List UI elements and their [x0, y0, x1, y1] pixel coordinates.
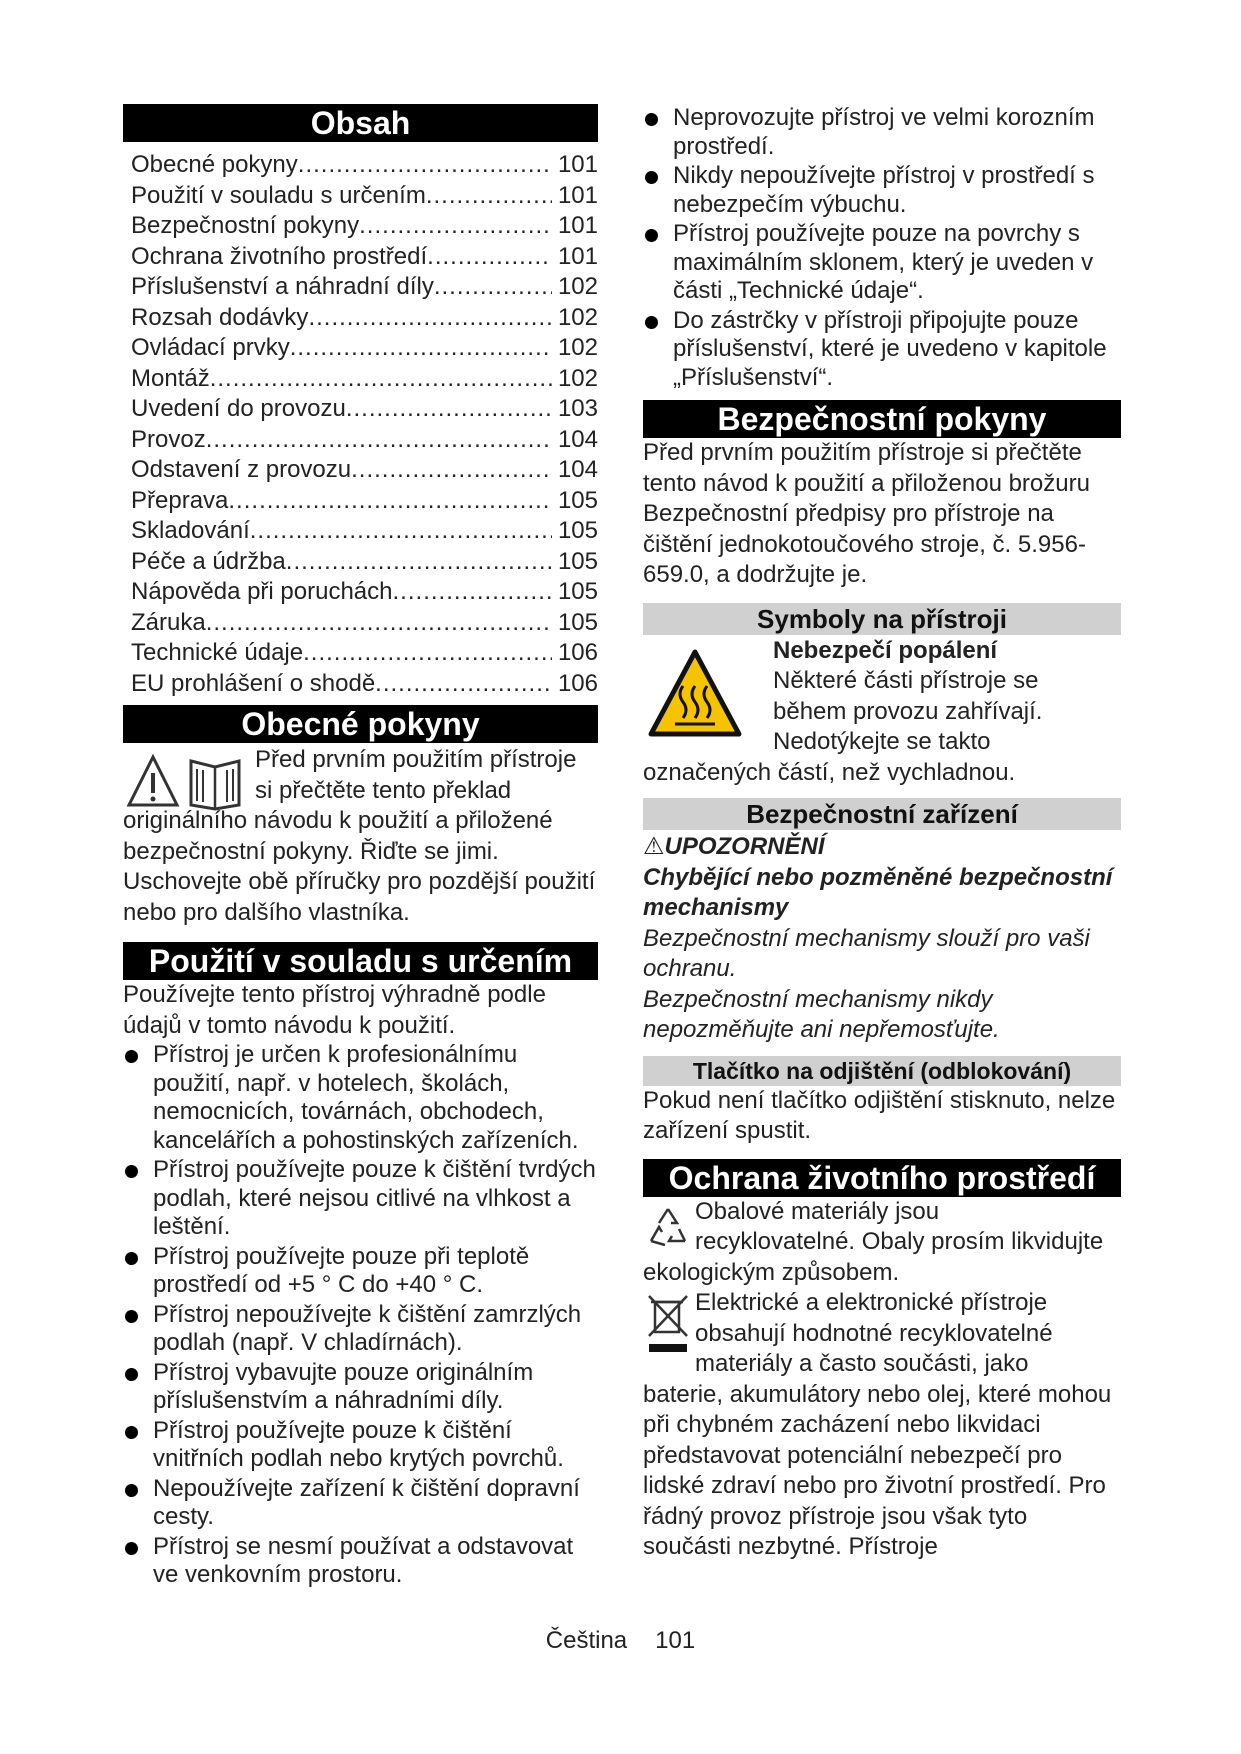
toc-entry [131, 577, 598, 608]
toc-title: Obsah [123, 104, 598, 142]
burn-heading: Nebezpečí popálení [773, 636, 998, 664]
toc-entry [131, 242, 598, 273]
elec-line3: materiály a často součásti, jako [695, 1350, 1029, 1377]
toc-leader [228, 486, 552, 517]
toc-entry-page: 102 [557, 364, 598, 392]
toc-entry-label: Přeprava [131, 486, 229, 514]
bullet-item: Přístroj používejte pouze při teplotě prostředí od +5 ° C do +40 ° C. [123, 1243, 598, 1300]
toc-leader [250, 516, 552, 547]
general-line2: si přečtěte tento překlad [255, 776, 512, 804]
toc-entry [131, 181, 598, 212]
safety-text: Před prvním použitím přístroje si přečtěte tento návod k použití a přiloženou brožuru Bezpečnostní předpisy pro přístroje na čištění jednokotoučového stroje, č. 5.956-659.0, a dodržujte je. [643, 439, 1090, 588]
toc-entry-label: Provoz [131, 425, 206, 453]
intended-bullets [123, 1041, 598, 1590]
devices-bold: Chybějící nebo pozměněné bezpečnostní mechanismy [643, 863, 1113, 921]
unlock-title: Tlačítko na odjištění (odblokování) [643, 1056, 1121, 1086]
toc-entry-label: Bezpečnostní pokyny [131, 212, 360, 239]
toc-entry [131, 669, 598, 700]
toc-entry [131, 303, 598, 334]
safety-title: Bezpečnostní pokyny [643, 400, 1121, 438]
toc-entry-page: 102 [557, 303, 598, 331]
toc-entry-label: Rozsah dodávky [131, 303, 309, 331]
burn-line3: Nedotýkejte se takto [773, 728, 991, 755]
general-title: Obecné pokyny [123, 705, 598, 743]
toc-entry [131, 608, 598, 639]
bullet-item: Neprovozujte přístroj ve velmi korozním prostředí. [643, 104, 1121, 161]
toc-entry [131, 455, 598, 486]
toc-entry-page: 102 [557, 334, 598, 361]
general-line1: Před prvním použitím přístroje [255, 746, 577, 773]
bullet-item: Přístroj používejte pouze na povrchy s maximálním sklonem, který je uveden v části „Technické údaje“. [643, 220, 1121, 306]
devices-p2: Bezpečnostní mechanismy nikdy nepozměňujte ani nepřemosťujte. [643, 985, 1000, 1043]
intended-title: Použití v souladu s určením [123, 942, 598, 980]
toc-entry [131, 150, 598, 181]
intended-intro: Používejte tento přístroj výhradně podle údajů v tomto návodu k použití. [123, 981, 546, 1039]
bullet-item: Nepoužívejte zařízení k čištění dopravní cesty. [123, 1475, 598, 1532]
toc-entry-label: Ovládací prvky [131, 334, 290, 361]
toc-entry [131, 638, 598, 669]
intended-bullets-continued [643, 104, 1121, 392]
symbols-title: Symboly na přístroji [643, 603, 1121, 635]
bullet-item: Přístroj používejte pouze k čištění tvrdých podlah, které nejsou citlivé na vlhkost a leštění. [123, 1156, 598, 1242]
toc-entry-page: 101 [557, 242, 598, 270]
burn-line1: Některé části přístroje se [773, 667, 1039, 694]
toc-entry-label: Příslušenství a náhradní díly [131, 273, 434, 300]
toc-leader [359, 211, 552, 242]
warning-triangle-icon: ⚠ [643, 833, 665, 860]
toc-leader [290, 333, 552, 364]
footer-page-number: 101 [655, 1627, 696, 1654]
pack-line2: recyklovatelné. Obaly prosím likvidujte [695, 1228, 1104, 1255]
toc-entry [131, 272, 598, 303]
burn-line2: během provozu zahřívají. [773, 697, 1043, 725]
toc-entry [131, 394, 598, 425]
toc-entry [131, 333, 598, 364]
toc-entry-label: Montáž [131, 364, 210, 392]
toc-entry-label: Skladování [131, 517, 250, 544]
toc-entry-page: 102 [557, 273, 598, 300]
toc-entry-page: 104 [557, 425, 598, 453]
bullet-item: Přístroj používejte pouze k čištění vnitřních podlah nebo krytých povrchů. [123, 1417, 598, 1474]
toc-entry-label: Použití v souladu s určením [131, 181, 426, 209]
toc-entry-label: Ochrana životního prostředí [131, 242, 428, 270]
bullet-item: Přístroj se nesmí používat a odstavovat ve venkovním prostoru. [123, 1533, 598, 1590]
toc-leader [351, 455, 552, 486]
toc-entry-label: Nápověda při poruchách [131, 578, 393, 605]
elec-line1: Elektrické a elektronické přístroje [695, 1289, 1048, 1316]
electronics-note [643, 1288, 1121, 1563]
packaging-note [643, 1197, 1121, 1289]
toc-entry [131, 364, 598, 395]
bullet-item: Nikdy nepoužívejte přístroj v prostředí s nebezpečím výbuchu. [643, 162, 1121, 219]
burn-text: označených částí, než vychladnou. [643, 758, 1016, 786]
toc-entry-page: 106 [557, 669, 598, 697]
toc-leader [426, 181, 552, 212]
bullet-item: Do zástrčky v přístroji připojujte pouze příslušenství, které je uvedeno v kapitole „Příslušenství“. [643, 307, 1121, 393]
toc-entry-page: 105 [557, 608, 598, 636]
toc-leader [206, 425, 552, 456]
right-column [643, 104, 1121, 1563]
devices-p1: Bezpečnostní mechanismy slouží pro vaši ochranu. [643, 924, 1090, 982]
toc-leader [427, 242, 552, 273]
toc-entry-label: Obecné pokyny [131, 151, 298, 178]
toc-entry-page: 105 [557, 578, 598, 605]
toc-entry [131, 211, 598, 242]
environment-title: Ochrana životního prostředí [643, 1159, 1121, 1197]
toc-entry-label: Záruka [131, 608, 206, 636]
pack-text: ekologickým způsobem. [643, 1258, 900, 1286]
toc-entry [131, 486, 598, 517]
toc-list [131, 150, 598, 699]
recycling-icon [645, 1205, 691, 1251]
toc-leader [298, 150, 552, 181]
pack-line1: Obalové materiály jsou [695, 1197, 940, 1225]
warning-text: UPOZORNĚNÍ [664, 833, 825, 860]
toc-entry-page: 105 [557, 517, 598, 544]
toc-entry-label: Odstavení z provozu [131, 456, 352, 483]
toc-leader [210, 364, 552, 395]
general-text: originálního návodu k použití a přiložené bezpečnostní pokyny. Řiďte se jimi. Uschovejte obě příručky pro pozdější použití nebo pro dalšího vlastníka. [123, 807, 596, 926]
devices-title: Bezpečnostní zařízení [643, 798, 1121, 830]
toc-leader [308, 303, 552, 334]
toc-entry-page: 101 [557, 212, 598, 239]
general-notice [123, 745, 598, 928]
unlock-text: Pokud není tlačítko odjištění stisknuto, nelze zařízení spustit. [643, 1086, 1116, 1144]
elec-line2: obsahují hodnotné recyklovatelné [695, 1319, 1053, 1347]
footer-language: Čeština [545, 1627, 628, 1654]
toc-entry-label: EU prohlášení o shodě [131, 669, 376, 697]
toc-leader [393, 577, 552, 608]
toc-leader [346, 394, 552, 425]
toc-entry-page: 103 [557, 395, 598, 422]
toc-entry-label: Uvedení do provozu [131, 395, 346, 422]
toc-entry-page: 105 [557, 486, 598, 514]
toc-leader [206, 608, 552, 639]
toc-leader [303, 638, 552, 669]
toc-leader [286, 547, 552, 578]
crossed-bin-icon [645, 1292, 691, 1356]
toc-entry [131, 516, 598, 547]
hot-surface-icon [647, 648, 743, 740]
toc-entry-page: 105 [557, 547, 598, 575]
burn-warning [643, 636, 1121, 789]
toc-leader [375, 669, 552, 700]
toc-entry-page: 106 [557, 639, 598, 666]
warning-label [643, 832, 1121, 863]
toc-entry [131, 547, 598, 578]
toc-entry [131, 425, 598, 456]
toc-entry-page: 104 [557, 456, 598, 483]
toc-entry-label: Péče a údržba [131, 547, 286, 575]
bullet-item: Přístroj nepoužívejte k čištění zamrzlých podlah (např. V chladírnách). [123, 1301, 598, 1358]
bullet-item: Přístroj vybavujte pouze originálním příslušenstvím a náhradními díly. [123, 1359, 598, 1416]
bullet-item: Přístroj je určen k profesionálnímu použití, např. v hotelech, školách, nemocnicích, továrnách, obchodech, kancelářích a pohostinských zařízeních. [123, 1041, 598, 1155]
elec-text: baterie, akumulátory nebo olej, které mohou při chybném zacházení nebo likvidaci představovat potenciální nebezpečí pro lidské zdraví nebo pro životní prostředí. Pro řádný provoz přístroje jsou však tyto součásti nezbytné. Přístroje [643, 1380, 1112, 1560]
toc-leader [434, 272, 552, 303]
warning-manual-icon [125, 753, 247, 811]
toc-entry-label: Technické údaje [131, 639, 304, 666]
toc-entry-page: 101 [557, 181, 598, 209]
page-footer [0, 1627, 1241, 1655]
left-column [123, 104, 598, 1591]
toc-entry-page: 101 [557, 151, 598, 178]
